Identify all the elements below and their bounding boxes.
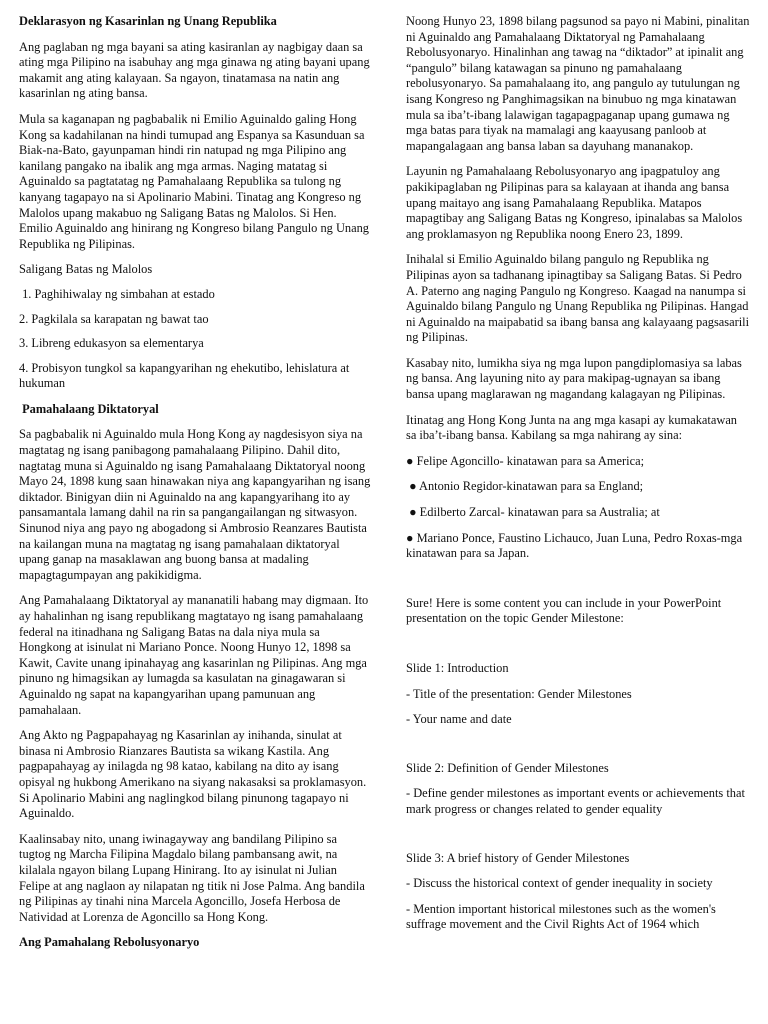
paragraph: Kasabay nito, lumikha siya ng mga lupon pangdiplomasiya sa labas ng bansa. Ang layuning nito ay para makipag-ugnayan sa ibang bansa upang maglarawan ng magandang kalagayan ng Pilipinas. [406, 355, 742, 402]
paragraph: Inihalal si Emilio Aguinaldo bilang pangulo ng Republika ng Pilipinas ayon sa tadhanang ipinagtibay sa Saligang Batas. Si Pedro A. Paterno ang naging Pangulo ng Kongreso. Kaagad na nanumpa si Aguinaldo bilang Pangulo ng Unang Republika ng Pilipinas. Hangad ni Aguinaldo na maipabatid sa ibang bansa ang kalayaang pagsasarili ng Pilipinas. [406, 252, 750, 345]
slide-heading: Slide 3: A brief history of Gender Milestones [406, 850, 630, 865]
list-item: 2. Pagkilala sa karapatan ng bawat tao [19, 311, 209, 326]
paragraph: Ang Pamahalaang Diktatoryal ay mananatili habang may digmaan. Ito ay hahalinhan ng isang republikang magtatayo ng isang pamahalaang federal na itinadhana ng Saligang Batas na dala niya mula sa Hongkong at isinulat ni Mariano Ponce. Noong Hunyo 12, 1898 sa Kawit, Cavite unang ipinahayag ang kasarinlan ng Pilipinas. Ang mga pinuno ng himagsikan ay lumagda sa kasulatan na ginagawaran si Aguinaldo ng sapat na kapangyarihan upang pamunuan ang pamahalaan. [19, 593, 369, 717]
section-heading: Pamahalaang Diktatoryal [19, 401, 159, 416]
list-item: 1. Paghihiwalay ng simbahan at estado [19, 286, 215, 301]
right-column [406, 14, 750, 933]
paragraph: Layunin ng Pamahalaang Rebolusyonaryo ang ipagpatuloy ang pakikipaglaban ng Pilipinas para sa kalayaan at ihanda ang bansa upang maitayo ang isang Pamahalaang Republika. Matapos mapagtibay ang Saligang Batas ng Kongreso, ipinalabas sa Malolos ang proklamasyon ng Republika noong Enero 23, 1899. [406, 164, 743, 241]
slide-point: - Discuss the historical context of gender inequality in society [406, 876, 713, 891]
bullet-item: ● Edilberto Zarcal- kinatawan para sa Australia; at [406, 505, 660, 520]
list-item: 4. Probisyon tungkol sa kapangyarihan ng ehekutibo, lehislatura at hukuman [19, 360, 350, 391]
paragraph: Sure! Here is some content you can include in your PowerPoint presentation on the topic Gender Milestone: [406, 595, 722, 626]
list-item: 3. Libreng edukasyon sa elementarya [19, 336, 204, 351]
list-title: Saligang Batas ng Malolos [19, 262, 153, 277]
slide-point: - Define gender milestones as important events or achievements that mark progress or changes related to gender equality [406, 786, 745, 816]
slide-point: - Mention important historical milestones such as the women's suffrage movement and the Civil Rights Act of 1964 which [406, 901, 716, 932]
slide-heading: Slide 1: Introduction [406, 661, 509, 675]
left-column [19, 14, 371, 951]
paragraph: Itinatag ang Hong Kong Junta na ang mga kasapi ay kumakatawan sa iba’t-ibang bansa. Kabilang sa mga nahirang ay sina: [406, 412, 738, 443]
paragraph: Kaalinsabay nito, unang iwinagayway ang bandilang Pilipino sa tugtog ng Marcha Filipina Magdalo bilang pambansang awit, na kilalala ngayon bilang Lupang Hinirang. Ito ay isinulat ni Julian Felipe at ang naglaon ay nilapatan ng titik ni Jose Palma. Ang bandila ng Pilipinas ay tinahi nina Marcela Agoncillo, Josefa Herbosa de Natividad at Lorenza de Agoncillo sa Hong Kong. [19, 831, 365, 924]
paragraph: Mula sa kaganapan ng pagbabalik ni Emilio Aguinaldo galing Hong Kong sa kadahilanan na hindi tumupad ang Espanya sa Kasunduan sa Biak-na-Bato, gayunpaman hindi rin natupad ng mga Pilipino ang kanilang pangako na ibalik ang mga armas. Naging matatag si Aguinaldo sa pagtatatag ng Pamahalaang Republika sa tulong ng kanyang tagapayo na si Apolinario Mabini. Tinatag ang Kongreso ng Malolos upang makabuo ng Saligang Batas ng Malolos. Si Hen. Emilio Aguinaldo ang hinirang ng Kongreso bilang Pangulo ng Unang Republika ng Pilipinas. [19, 111, 369, 251]
slide-heading: Slide 2: Definition of Gender Milestones [406, 760, 609, 775]
bullet-item: ● Mariano Ponce, Faustino Lichauco, Juan Luna, Pedro Roxas-mga kinatawan para sa Japan. [406, 530, 743, 561]
paragraph: Noong Hunyo 23, 1898 bilang pagsunod sa payo ni Mabini, pinalitan ni Aguinaldo ang Pamahalaang Diktatoryal ng Pamahalaang Rebolusyonaryo. Hinalinhan ang tawag na “diktador” at ipinalit ang “pangulo” bilang katawagan sa pinuno ng pamahalaang rebolusyonaryo. Sa pamahalaang ito, ang pangulo ay tutulungan ng isang Kongreso ng Panghimagsikan na binubuo ng mga kinatawan mula sa iba’t-ibang lalawigan tagapagpaganap upang gumawa ng mga batas para tiyak na mamalagi ang kaayusang panloob at mapangalagaan ang bansa laban sa dayuhang mananakop. [406, 14, 750, 153]
paragraph: Ang Akto ng Pagpapahayag ng Kasarinlan ay inihanda, sinulat at binasa ni Ambrosio Rianzares Bautista sa wikang Kastila. Ang pagpapahayag ay inilagda ng 98 katao, kabilang na dito ay isang opisyal ng hukbong Amerikano na siyang nakasaksi sa proklamasyon. Si Apolinario Mabini ang naglingkod bilang pinunong tagapayo ni Aguinaldo. [19, 728, 367, 821]
paragraph: Ang paglaban ng mga bayani sa ating kasiranlan ay nagbigay daan sa ating mga Pilipino na isabuhay ang mga ginawa ng ating bayani upang makamit ang ating kalayaan. Sa ngayon, tinatamasa na natin ang kasarinlan ng ating bansa. [19, 39, 370, 101]
bullet-item: ● Antonio Regidor-kinatawan para sa England; [406, 479, 644, 494]
slide-point: - Your name and date [406, 712, 512, 727]
paragraph: Sa pagbabalik ni Aguinaldo mula Hong Kong ay nagdesisyon siya na magtatag ng isang panibagong pamahalaang Pilipino. Dahil dito, nagtatag muna si Aguinaldo ng isang Pamahalaang Diktatoryal noong Mayo 24, 1898 kung saan hinawakan niya ang kapangyarihan ng isang diktador. Binigyan diin ni Aguinaldo na ang kapangyarihang ito ay pansamantala lamang dahil na rin sa pangangailangan ng sitwasyon. Sinunod niya ang payo ng abogadong si Ambrosio Reanzares Bautista na kailangan muna na magtatag ng isang pamahalaan diktatoryal upang ganap na masaklawan ang buong bansa at madaling mapagtagumpayan ang pakikidigma. [19, 427, 371, 582]
section-heading: Ang Pamahalang Rebolusyonaryo [19, 935, 200, 950]
bullet-item: ● Felipe Agoncillo- kinatawan para sa America; [406, 453, 645, 468]
slide-point: - Title of the presentation: Gender Milestones [406, 686, 632, 701]
document-title: Deklarasyon ng Kasarinlan ng Unang Republika [19, 14, 277, 28]
